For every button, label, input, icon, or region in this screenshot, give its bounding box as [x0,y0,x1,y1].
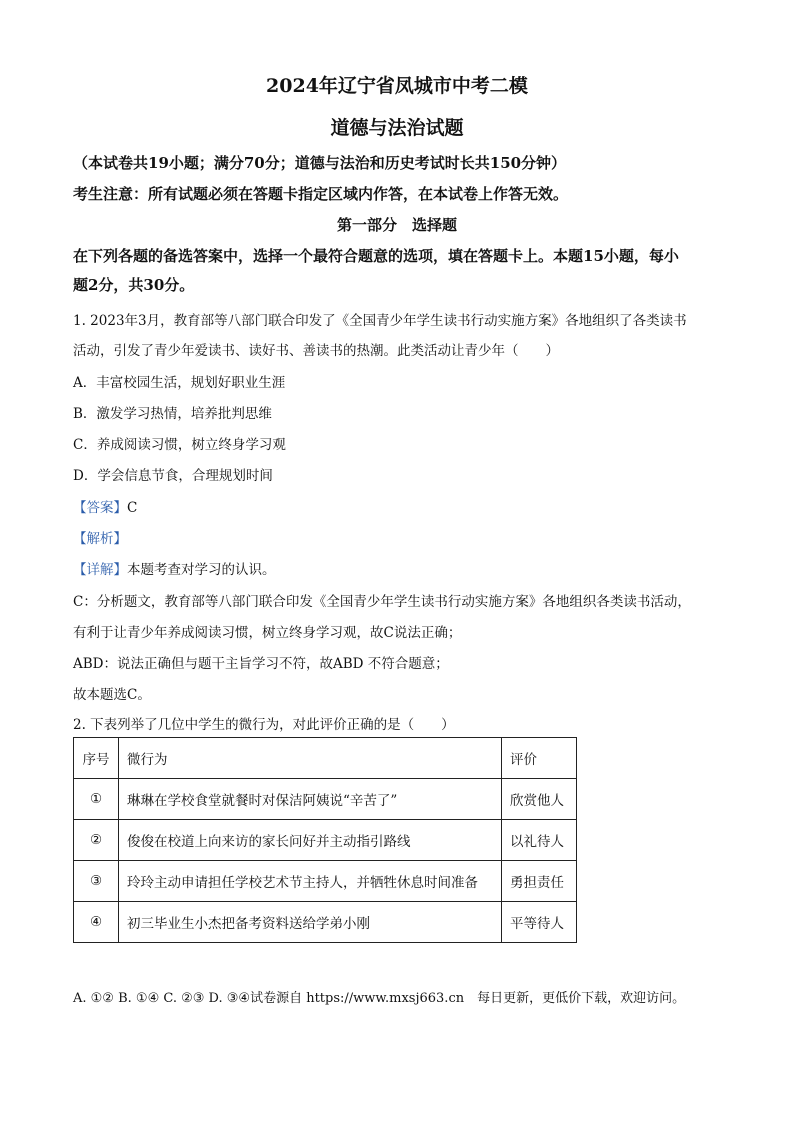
table-row [74,779,577,820]
row-behavior: 俊俊在校道上向来访的家长问好并主动指引路线 [119,820,502,861]
q1-explain-3: ABD：说法正确但与题干主旨学习不符，故ABD 不符合题意； [73,656,449,672]
row-evaluation: 欣赏他人 [502,779,577,820]
q2-stem: 2. 下表列举了几位中学生的微行为，对此评价正确的是（ ） [73,717,455,733]
row-evaluation: 平等待人 [502,902,577,943]
q1-option-d: D．学会信息节食，合理规划时间 [73,468,273,484]
detail-text: 本题考查对学习的认识。 [127,562,276,578]
part1-heading: 第一部分 选择题 [336,216,457,234]
answer-tag: 【答案】 [73,500,127,516]
table-row [74,902,577,943]
q2-options-line [73,987,685,1006]
header-cell-evaluation: 评价 [502,738,577,779]
table-row [74,861,577,902]
row-index: ② [74,820,119,861]
q1-analysis [73,527,127,547]
q2-behavior-table [73,737,577,943]
header-cell-behavior: 微行为 [119,738,502,779]
q1-option-b: B．激发学习热情，培养批判思维 [73,406,272,422]
q1-stem-1: 1. 2023年3月，教育部等八部门联合印发了《全国青少年学生读书行动实施方案》各地组织了各类读书 [73,313,687,329]
part1-instruction-2: 题2分，共30分。 [73,276,195,294]
row-evaluation: 勇担责任 [502,861,577,902]
q1-answer [73,496,137,516]
analysis-tag: 【解析】 [73,531,127,547]
table-header-row [74,738,577,779]
answer-value: C [127,500,138,516]
exam-title: 2024年辽宁省凤城市中考二模 [266,75,528,97]
row-behavior: 初三毕业生小杰把备考资料送给学弟小刚 [119,902,502,943]
q1-stem-2: 活动，引发了青少年爱读书、读好书、善读书的热潮。此类活动让青少年（ ） [73,343,559,359]
row-behavior: 玲玲主动申请担任学校艺术节主持人，并牺牲休息时间准备 [119,861,502,902]
row-index: ③ [74,861,119,902]
row-index: ① [74,779,119,820]
header-cell-index: 序号 [74,738,119,779]
q1-explain-1: C：分析题文，教育部等八部门联合印发《全国青少年学生读书行动实施方案》各地组织各类读书活动， [73,594,691,610]
exam-info: （本试卷共19小题；满分70分；道德与法治和历史考试时长共150分钟） [73,154,567,172]
q1-option-a: A．丰富校园生活，规划好职业生涯 [73,375,286,391]
row-behavior: 琳琳在学校食堂就餐时对保洁阿姨说“辛苦了” [119,779,502,820]
source-note: 试卷源自 https://www.mxsj663.cn 每日更新，更低价下载，欢迎访问。 [250,991,686,1006]
exam-notice: 考生注意：所有试题必须在答题卡指定区域内作答，在本试卷上作答无效。 [73,185,569,203]
q2-options: A. ①② B. ①④ C. ②③ D. ③④ [73,991,251,1006]
row-evaluation: 以礼待人 [502,820,577,861]
part1-instruction-1: 在下列各题的备选答案中，选择一个最符合题意的选项，填在答题卡上。本题15小题，每小 [73,247,679,265]
q1-explain-2: 有利于让青少年养成阅读习惯，树立终身学习观，故C说法正确； [73,625,462,641]
q1-option-c: C．养成阅读习惯，树立终身学习观 [73,437,286,453]
exam-subject: 道德与法治试题 [330,117,464,139]
q1-detail [73,558,276,578]
row-index: ④ [74,902,119,943]
table-row [74,820,577,861]
detail-tag: 【详解】 [73,562,127,578]
q1-conclusion: 故本题选C。 [73,687,151,703]
